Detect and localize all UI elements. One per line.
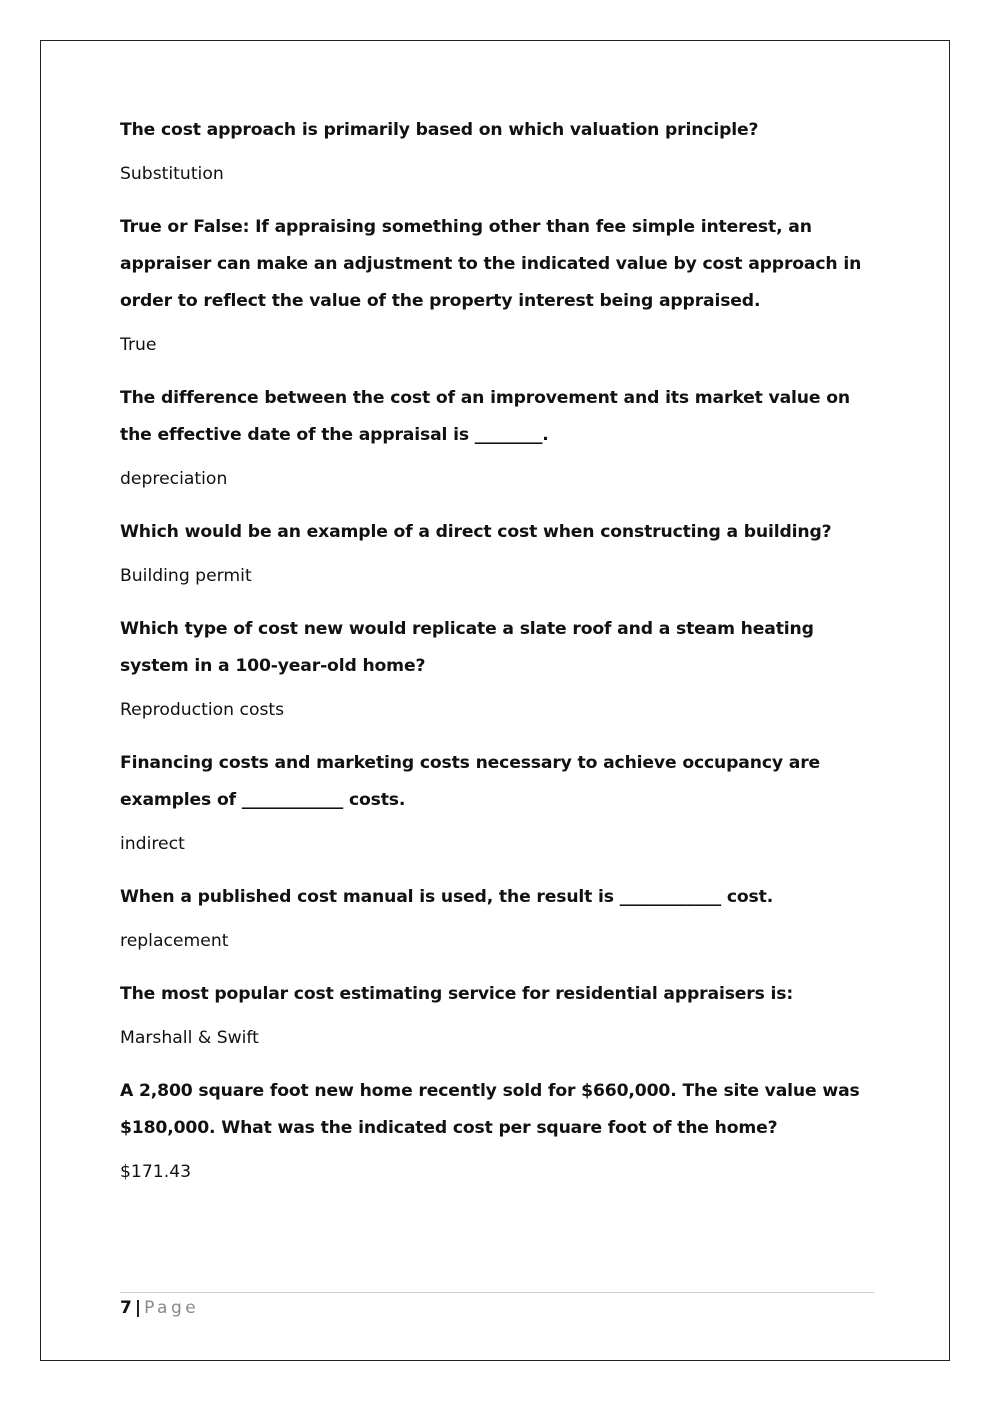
- question-9: A 2,800 square foot new home recently sold for $660,000. The site value was $180,000. What was the indicated cost per square foot of the home?: [120, 1081, 860, 1138]
- question-8: The most popular cost estimating service for residential appraisers is:: [120, 984, 794, 1004]
- answer-2: True: [120, 335, 157, 355]
- question-4: Which would be an example of a direct cost when constructing a building?: [120, 522, 832, 542]
- page-label: Page: [144, 1298, 200, 1318]
- page-number: 7: [120, 1298, 132, 1318]
- answer-3: depreciation: [120, 469, 228, 489]
- answer-8: Marshall & Swift: [120, 1028, 259, 1048]
- footer-divider: [120, 1292, 874, 1293]
- question-7: When a published cost manual is used, the result is ____________ cost.: [120, 887, 774, 907]
- page-separator: |: [134, 1298, 142, 1318]
- answer-7: replacement: [120, 931, 229, 951]
- question-2: True or False: If appraising something other than fee simple interest, an appraiser can make an adjustment to the indicated value by cost approach in order to reflect the value of the property interest being appraised.: [120, 217, 862, 311]
- qa-list: [120, 112, 880, 1207]
- question-5: Which type of cost new would replicate a slate roof and a steam heating system in a 100-year-old home?: [120, 619, 814, 676]
- question-1: The cost approach is primarily based on which valuation principle?: [120, 120, 759, 140]
- answer-6: indirect: [120, 834, 185, 854]
- answer-5: Reproduction costs: [120, 700, 285, 720]
- answer-4: Building permit: [120, 566, 252, 586]
- question-6: Financing costs and marketing costs necessary to achieve occupancy are examples of ____________ costs.: [120, 753, 821, 810]
- question-3: The difference between the cost of an improvement and its market value on the effective date of the appraisal is ________.: [120, 388, 850, 445]
- page-footer: [120, 1297, 199, 1319]
- answer-9: $171.43: [120, 1162, 192, 1182]
- answer-1: Substitution: [120, 164, 224, 184]
